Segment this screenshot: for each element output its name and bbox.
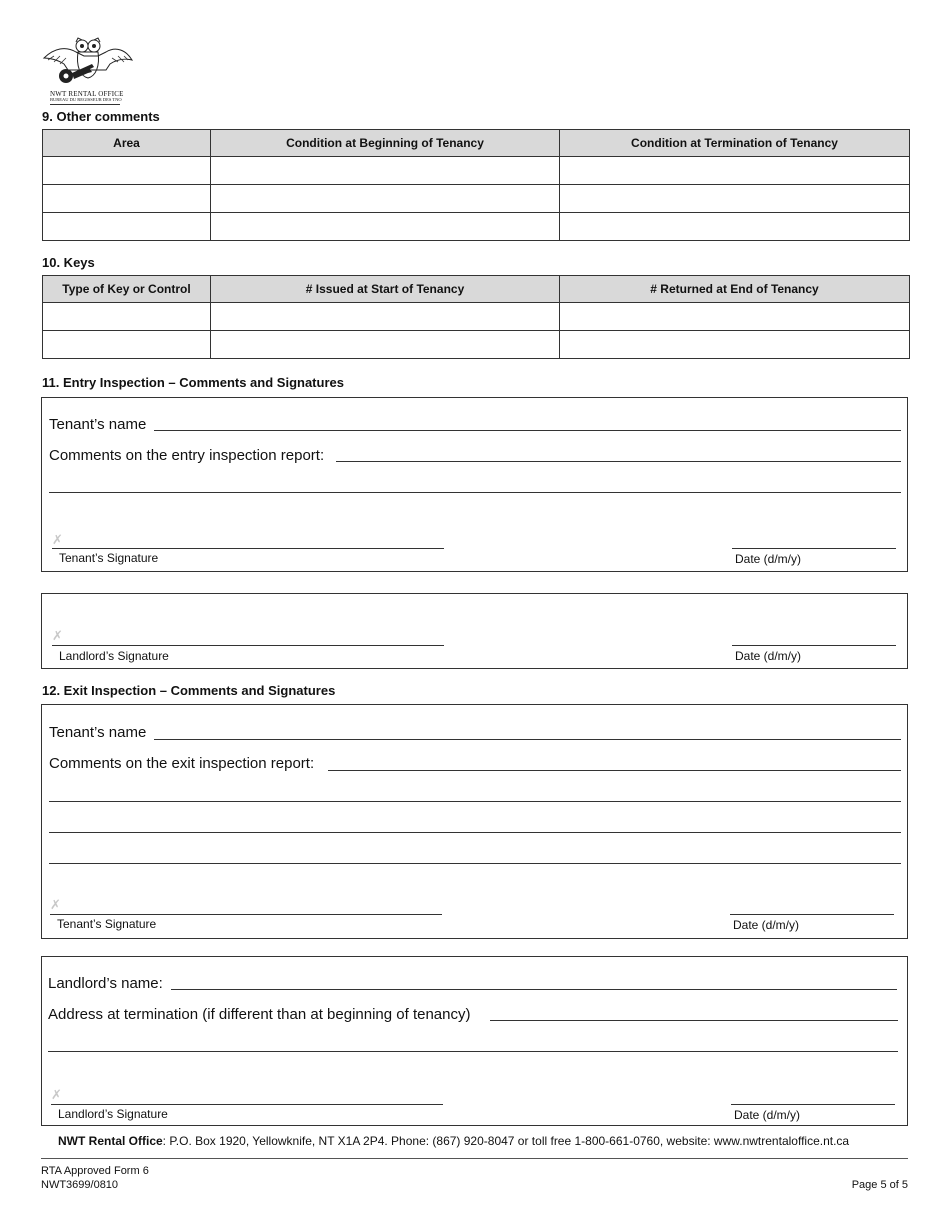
entry-tenant-box bbox=[41, 397, 908, 572]
exit-comments-field-line-2[interactable] bbox=[49, 801, 901, 802]
entry-comments-label: Comments on the entry inspection report: bbox=[49, 447, 325, 464]
nwt-rental-office-logo bbox=[40, 36, 134, 108]
column-header-returned: # Returned at End of Tenancy bbox=[560, 276, 910, 303]
section-11-title: 11. Entry Inspection – Comments and Signatures bbox=[42, 375, 344, 390]
landlord-signature-label: Landlord’s Signature bbox=[58, 1107, 168, 1121]
table-cell[interactable] bbox=[211, 213, 560, 241]
tenant-name-label: Tenant’s name bbox=[49, 724, 147, 741]
entry-landlord-box bbox=[41, 593, 908, 669]
table-cell[interactable] bbox=[560, 185, 910, 213]
landlord-signature-field[interactable] bbox=[51, 1104, 443, 1105]
signature-mark-icon: ✗ bbox=[52, 628, 63, 643]
table-cell[interactable] bbox=[43, 157, 211, 185]
table-row bbox=[43, 157, 910, 185]
column-header-condition-termination: Condition at Termination of Tenancy bbox=[560, 130, 910, 157]
address-field[interactable] bbox=[490, 1020, 898, 1021]
tenant-signature-field[interactable] bbox=[50, 914, 442, 915]
other-comments-table bbox=[42, 129, 910, 241]
table-cell[interactable] bbox=[43, 303, 211, 331]
tenant-name-field[interactable] bbox=[154, 430, 901, 431]
page-number: Page 5 of 5 bbox=[851, 1179, 908, 1191]
tenant-date-field[interactable] bbox=[730, 914, 894, 915]
tenant-name-field[interactable] bbox=[154, 739, 901, 740]
table-cell[interactable] bbox=[211, 185, 560, 213]
landlord-date-label: Date (d/m/y) bbox=[735, 649, 802, 663]
office-address: : P.O. Box 1920, Yellowknife, NT X1A 2P4. Phone: (867) 920-8047 or toll free 1-800-661-0760, website: www.nwtrentaloffice.nt.ca bbox=[162, 1134, 850, 1148]
table-cell[interactable] bbox=[211, 331, 560, 359]
logo-subname: BUREAU DU REGISSEUR DES TNO bbox=[50, 97, 122, 102]
signature-mark-icon: ✗ bbox=[50, 897, 61, 912]
form-code: NWT3699/0810 bbox=[41, 1179, 119, 1191]
section-9-title: 9. Other comments bbox=[42, 109, 160, 124]
table-cell[interactable] bbox=[560, 331, 910, 359]
tenant-date-label: Date (d/m/y) bbox=[733, 918, 800, 932]
owl-key-logo-icon bbox=[40, 36, 134, 92]
tenant-signature-label: Tenant’s Signature bbox=[59, 551, 159, 565]
tenant-date-label: Date (d/m/y) bbox=[735, 552, 802, 566]
table-cell[interactable] bbox=[43, 331, 211, 359]
table-cell[interactable] bbox=[43, 185, 211, 213]
keys-table bbox=[42, 275, 910, 359]
exit-comments-field-line-3[interactable] bbox=[49, 832, 901, 833]
column-header-area: Area bbox=[43, 130, 211, 157]
table-row bbox=[43, 303, 910, 331]
section-12-title: 12. Exit Inspection – Comments and Signatures bbox=[42, 683, 336, 698]
exit-comments-label: Comments on the exit inspection report: bbox=[49, 755, 315, 772]
table-cell[interactable] bbox=[211, 303, 560, 331]
landlord-name-field[interactable] bbox=[171, 989, 897, 990]
landlord-date-label: Date (d/m/y) bbox=[734, 1108, 801, 1122]
exit-tenant-box bbox=[41, 704, 908, 939]
table-cell[interactable] bbox=[211, 157, 560, 185]
table-row bbox=[43, 185, 910, 213]
footer-divider bbox=[41, 1158, 908, 1159]
exit-landlord-box bbox=[41, 956, 908, 1126]
exit-comments-field-line-4[interactable] bbox=[49, 863, 901, 864]
logo-name: NWT RENTAL OFFICE bbox=[50, 90, 124, 98]
table-header-row bbox=[43, 130, 910, 157]
exit-comments-field[interactable] bbox=[328, 770, 901, 771]
tenant-name-label: Tenant’s name bbox=[49, 416, 147, 433]
address-field-line-2[interactable] bbox=[48, 1051, 898, 1052]
signature-mark-icon: ✗ bbox=[51, 1087, 62, 1102]
table-cell[interactable] bbox=[560, 303, 910, 331]
signature-mark-icon: ✗ bbox=[52, 532, 63, 547]
landlord-signature-label: Landlord’s Signature bbox=[59, 649, 169, 663]
table-cell[interactable] bbox=[560, 157, 910, 185]
landlord-date-field[interactable] bbox=[732, 645, 896, 646]
logo-underline bbox=[50, 104, 120, 105]
table-row bbox=[43, 213, 910, 241]
table-header-row bbox=[43, 276, 910, 303]
column-header-issued: # Issued at Start of Tenancy bbox=[211, 276, 560, 303]
tenant-signature-field[interactable] bbox=[52, 548, 444, 549]
office-contact-line bbox=[58, 1134, 849, 1148]
entry-comments-field[interactable] bbox=[336, 461, 901, 462]
table-cell[interactable] bbox=[560, 213, 910, 241]
tenant-signature-label: Tenant’s Signature bbox=[57, 917, 157, 931]
landlord-date-field[interactable] bbox=[731, 1104, 895, 1105]
landlord-name-label: Landlord’s name: bbox=[48, 975, 163, 992]
form-name: RTA Approved Form 6 bbox=[41, 1165, 149, 1177]
column-header-condition-beginning: Condition at Beginning of Tenancy bbox=[211, 130, 560, 157]
landlord-signature-field[interactable] bbox=[52, 645, 444, 646]
table-cell[interactable] bbox=[43, 213, 211, 241]
entry-comments-field-line-2[interactable] bbox=[49, 492, 901, 493]
tenant-date-field[interactable] bbox=[732, 548, 896, 549]
address-label: Address at termination (if different than at beginning of tenancy) bbox=[48, 1006, 471, 1023]
table-row bbox=[43, 331, 910, 359]
office-name: NWT Rental Office bbox=[58, 1134, 163, 1148]
section-10-title: 10. Keys bbox=[42, 255, 95, 270]
column-header-key-type: Type of Key or Control bbox=[43, 276, 211, 303]
